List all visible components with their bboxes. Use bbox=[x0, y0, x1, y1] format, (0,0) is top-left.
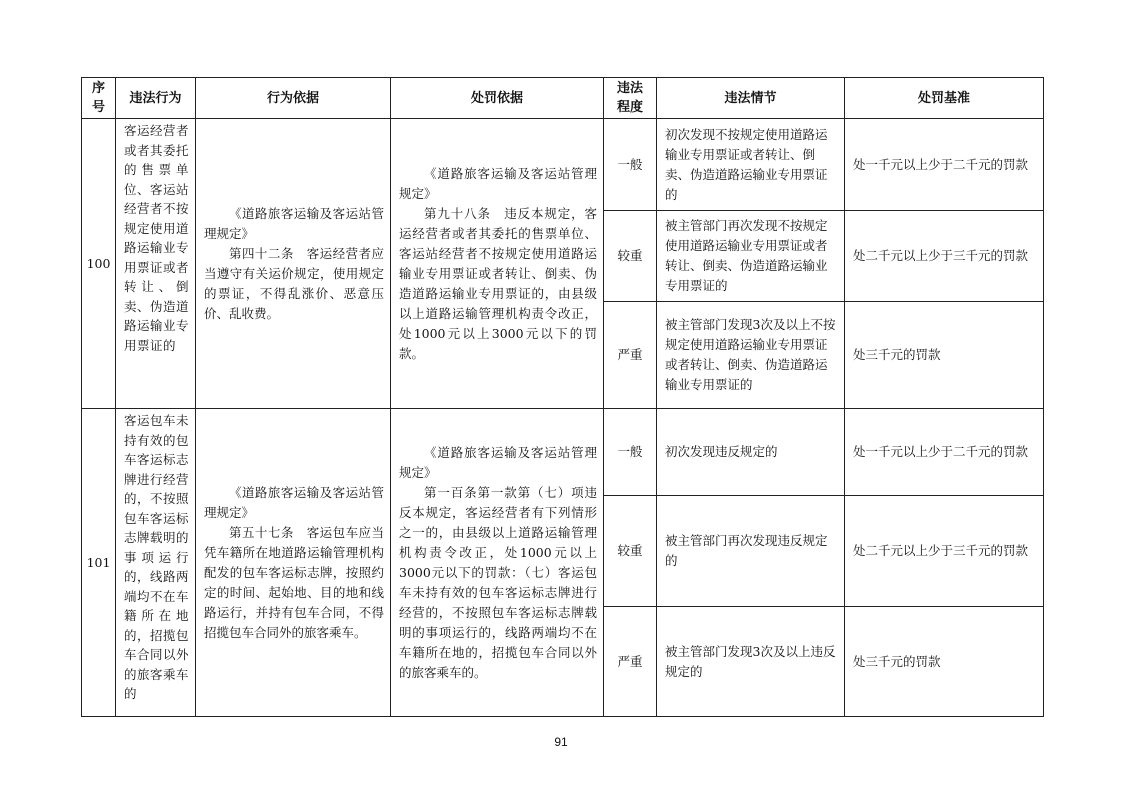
degree-cell: 一般 bbox=[604, 119, 657, 211]
degree-cell: 较重 bbox=[604, 496, 657, 607]
penalty-basis-title: 《道路旅客运输及客运站管理规定》 bbox=[399, 165, 597, 201]
header-circumstance: 违法情节 bbox=[657, 78, 845, 119]
circumstance-cell: 被主管部门发现3次及以上不按规定使用道路运输业专用票证或者转让、倒卖、伪造道路运输业专用票证的 bbox=[657, 302, 845, 409]
row-act-basis bbox=[196, 409, 391, 717]
table-row bbox=[82, 409, 1044, 496]
penalty-basis-text: 第九十八条 违反本规定，客运经营者或者其委托的售票单位、客运站经营者不按规定使用道路运输业专用票证或者转让、倒卖、伪造道路运输业专用票证的，由县级以上道路运输管理机构责令改正，处1000元以上3000元以下的罚款。 bbox=[399, 205, 597, 361]
degree-cell: 一般 bbox=[604, 409, 657, 496]
header-degree: 违法 程度 bbox=[604, 78, 657, 119]
row-act-basis bbox=[196, 119, 391, 409]
degree-cell: 严重 bbox=[604, 607, 657, 717]
act-basis-title: 《道路旅客运输及客运站管理规定》 bbox=[204, 205, 384, 241]
standard-cell: 处一千元以上少于二千元的罚款 bbox=[845, 119, 1044, 211]
degree-cell: 较重 bbox=[604, 211, 657, 302]
header-standard: 处罚基准 bbox=[845, 78, 1044, 119]
header-act-basis: 行为依据 bbox=[196, 78, 391, 119]
standard-cell: 处二千元以上少于三千元的罚款 bbox=[845, 211, 1044, 302]
circumstance-cell: 初次发现不按规定使用道路运输业专用票证或者转让、倒卖、伪造道路运输业专用票证的 bbox=[657, 119, 845, 211]
penalty-standard-table bbox=[81, 77, 1044, 717]
row-seq: 101 bbox=[82, 409, 116, 717]
header-penalty-basis: 处罚依据 bbox=[391, 78, 604, 119]
header-row bbox=[82, 78, 1044, 119]
row-penalty-basis bbox=[391, 409, 604, 717]
row-penalty-basis bbox=[391, 119, 604, 409]
standard-cell: 处二千元以上少于三千元的罚款 bbox=[845, 496, 1044, 607]
page-number: 91 bbox=[554, 735, 568, 749]
penalty-basis-title: 《道路旅客运输及客运站管理规定》 bbox=[399, 444, 597, 480]
circumstance-cell: 被主管部门发现3次及以上违反规定的 bbox=[657, 607, 845, 717]
circumstance-cell: 初次发现违反规定的 bbox=[657, 409, 845, 496]
header-seq: 序 号 bbox=[82, 78, 116, 119]
circumstance-cell: 被主管部门再次发现违反规定的 bbox=[657, 496, 845, 607]
standard-cell: 处三千元的罚款 bbox=[845, 607, 1044, 717]
circumstance-cell: 被主管部门再次发现不按规定使用道路运输业专用票证或者转让、倒卖、伪造道路运输业专用票证的 bbox=[657, 211, 845, 302]
act-basis-text: 第五十七条 客运包车应当凭车籍所在地道路运输管理机构配发的包车客运标志牌，按照约定的时间、起始地、目的地和线路运行，并持有包车合同，不得招揽包车合同外的旅客乘车。 bbox=[204, 524, 384, 640]
act-basis-text: 第四十二条 客运经营者应当遵守有关运价规定，使用规定的票证，不得乱涨价、恶意压价、乱收费。 bbox=[204, 245, 384, 321]
act-basis-title: 《道路旅客运输及客运站管理规定》 bbox=[204, 484, 384, 520]
row-behavior: 客运包车未持有效的包车客运标志牌进行经营的，不按照包车客运标志牌载明的事项运行的，线路两端均不在车籍所在地的，招揽包车合同以外的旅客乘车的 bbox=[116, 409, 196, 717]
standard-cell: 处三千元的罚款 bbox=[845, 302, 1044, 409]
standard-cell: 处一千元以上少于二千元的罚款 bbox=[845, 409, 1044, 496]
table-row bbox=[82, 119, 1044, 211]
degree-cell: 严重 bbox=[604, 302, 657, 409]
header-behavior: 违法行为 bbox=[116, 78, 196, 119]
row-seq: 100 bbox=[82, 119, 116, 409]
penalty-basis-text: 第一百条第一款第（七）项违反本规定，客运经营者有下列情形之一的，由县级以上道路运输管理机构责令改正，处1000元以上3000元以下的罚款：（七）客运包车未持有效的包车客运标志牌进行经营的，不按照包车客运标志牌载明的事项运行的，线路两端均不在车籍所在地的，招揽包车合同以外的旅客乘车的。 bbox=[399, 484, 597, 680]
row-behavior: 客运经营者或者其委托的售票单位、客运站经营者不按规定使用道路运输业专用票证或者转让、倒卖、伪造道路运输业专用票证的 bbox=[116, 119, 196, 409]
